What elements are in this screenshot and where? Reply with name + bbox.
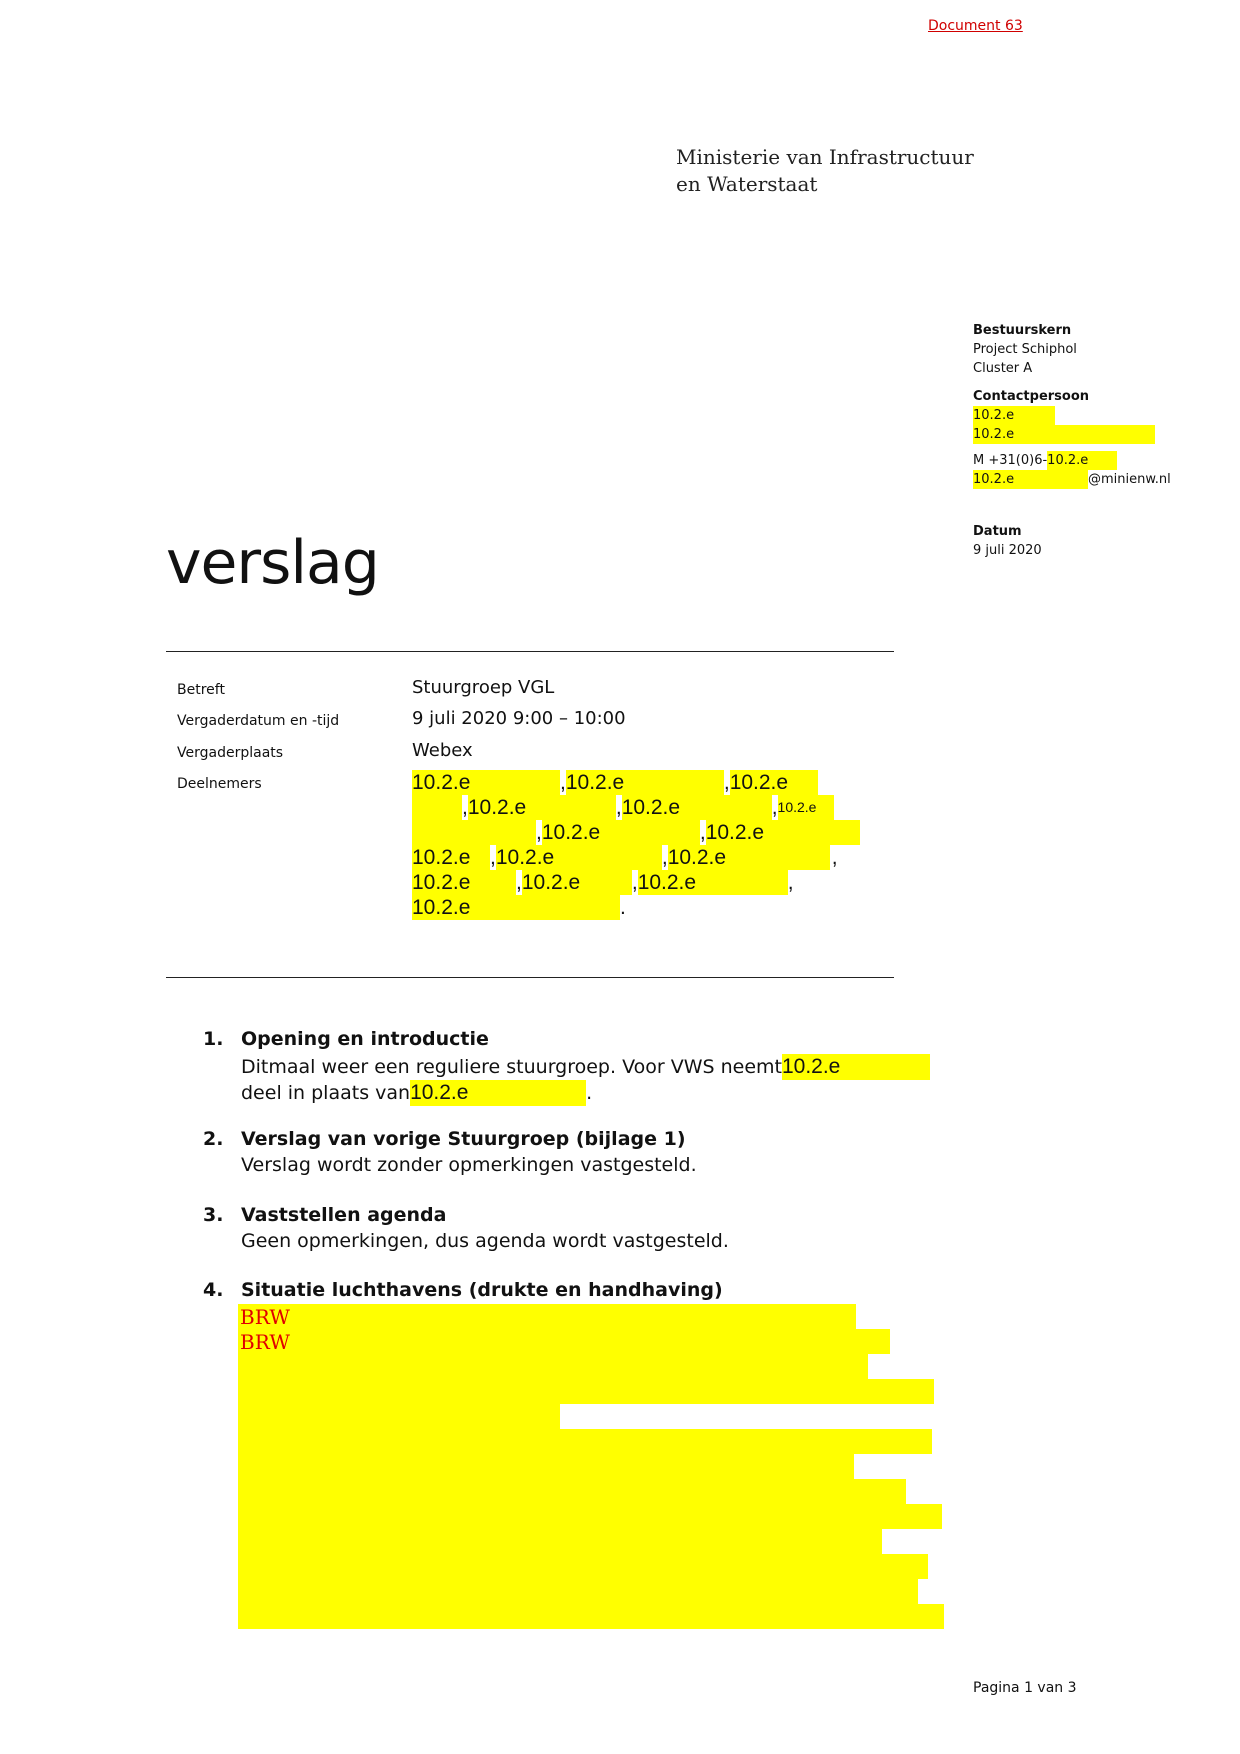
redaction-block: 10.2.e <box>412 845 490 870</box>
date-value: 9 juli 2020 <box>973 543 1042 558</box>
sidebar-date <box>973 522 1042 560</box>
redaction-block: 10.2.e <box>778 795 834 820</box>
contact-role-redacted: 10.2.e <box>973 425 1155 444</box>
redaction-block: 10.2.e <box>566 770 724 795</box>
redaction-block: 10.2.e <box>782 1054 930 1080</box>
redaction-block: 10.2.e <box>412 770 560 795</box>
separator: , <box>661 846 668 869</box>
bottom-divider <box>166 977 894 978</box>
separator: , <box>631 871 638 894</box>
redaction-block: 10.2.e <box>410 1080 586 1106</box>
separator: , <box>516 871 522 894</box>
betreft-value: Stuurgroep VGL <box>412 677 555 698</box>
betreft-label: Betreft <box>177 682 225 698</box>
org-line-1: Project Schiphol <box>973 342 1077 357</box>
ministry-line-1: Ministerie van Infrastructuur <box>676 145 974 169</box>
redaction-bar <box>238 1504 942 1529</box>
ministry-logo-text <box>676 144 974 198</box>
redaction-bar <box>238 1429 932 1454</box>
redaction-block: 10.2.e <box>468 795 616 820</box>
redaction-bar <box>238 1304 856 1329</box>
redaction-bar <box>238 1404 560 1429</box>
agenda-title-2: Verslag van vorige Stuurgroep (bijlage 1) <box>241 1128 686 1150</box>
phone-prefix: M +31(0)6- <box>973 453 1048 468</box>
redaction-block: 10.2.e <box>412 895 620 920</box>
separator: , <box>831 846 838 869</box>
plaats-label: Vergaderplaats <box>177 745 284 761</box>
contact-label: Contactpersoon <box>973 389 1090 404</box>
agenda-number-4: 4. <box>203 1279 224 1301</box>
redaction-block <box>412 820 536 845</box>
redaction-bar <box>238 1354 868 1379</box>
email-domain: @minienw.nl <box>1088 472 1171 487</box>
org-label: Bestuurskern <box>973 323 1072 338</box>
contact-name-redacted: 10.2.e <box>973 406 1055 425</box>
redaction-bar <box>238 1529 882 1554</box>
phone-redacted: 10.2.e <box>1047 451 1117 470</box>
redaction-bar <box>238 1579 918 1604</box>
date-label: Datum <box>973 524 1022 539</box>
agenda-body-1-line-2: deel in plaats van 10.2.e . <box>241 1081 593 1104</box>
agenda-title-4: Situatie luchthavens (drukte en handhaving) <box>241 1279 723 1301</box>
redaction-bar <box>238 1554 928 1579</box>
deelnemers-line-4 <box>412 845 838 870</box>
separator: , <box>560 771 566 794</box>
redaction-bar <box>238 1604 944 1629</box>
agenda-body-3: Geen opmerkingen, dus agenda wordt vastgesteld. <box>241 1230 729 1252</box>
separator: , <box>536 821 542 844</box>
redaction-block: 10.2.e <box>638 870 788 895</box>
separator: , <box>462 796 468 819</box>
redaction-bar <box>238 1379 934 1404</box>
redaction-block: 10.2.e <box>496 845 662 870</box>
redaction-block: 10.2.e <box>542 820 700 845</box>
redaction-code-label: BRW <box>240 1330 290 1354</box>
redaction-block: 10.2.e <box>412 870 516 895</box>
agenda-title-3: Vaststellen agenda <box>241 1204 447 1226</box>
page-number: Pagina 1 van 3 <box>973 1680 1077 1696</box>
redaction-bar <box>238 1454 854 1479</box>
separator: , <box>615 796 622 819</box>
redaction-block <box>412 795 462 820</box>
redaction-block: 10.2.e <box>668 845 830 870</box>
separator: . <box>620 896 626 919</box>
redaction-bar <box>238 1479 906 1504</box>
org-line-2: Cluster A <box>973 361 1033 376</box>
document-reference-link[interactable]: Document 63 <box>928 18 1023 34</box>
ministry-line-2: en Waterstaat <box>676 172 818 196</box>
datum-value: 9 juli 2020 9:00 – 10:00 <box>412 708 626 729</box>
email-redacted: 10.2.e <box>973 470 1088 489</box>
deelnemers-line-1 <box>412 770 818 795</box>
datum-label: Vergaderdatum en -tijd <box>177 713 340 729</box>
deelnemers-label: Deelnemers <box>177 776 262 792</box>
redaction-block: 10.2.e <box>522 870 632 895</box>
separator: , <box>787 871 794 894</box>
agenda-number-2: 2. <box>203 1128 224 1150</box>
separator: , <box>490 846 496 869</box>
agenda-number-3: 3. <box>203 1204 224 1226</box>
deelnemers-line-3 <box>412 820 860 845</box>
top-divider <box>166 651 894 652</box>
separator: , <box>771 796 778 819</box>
deelnemers-line-6 <box>412 895 626 920</box>
agenda-number-1: 1. <box>203 1028 224 1050</box>
deelnemers-line-5 <box>412 870 794 895</box>
document-type-title: verslag <box>166 528 379 598</box>
sidebar-organisation <box>973 321 1077 378</box>
agenda-body-1-line-1: Ditmaal weer een reguliere stuurgroep. Voor VWS neemt 10.2.e <box>241 1054 930 1080</box>
redaction-bar <box>238 1329 890 1354</box>
separator: , <box>699 821 706 844</box>
plaats-value: Webex <box>412 740 473 761</box>
redaction-block: 10.2.e <box>730 770 818 795</box>
redaction-code-label: BRW <box>240 1305 290 1329</box>
agenda-title-1: Opening en introductie <box>241 1028 489 1050</box>
agenda-body-2: Verslag wordt zonder opmerkingen vastgesteld. <box>241 1154 697 1176</box>
sidebar-contact <box>973 387 1171 489</box>
separator: , <box>723 771 730 794</box>
redaction-block: 10.2.e <box>622 795 772 820</box>
deelnemers-line-2 <box>412 795 834 820</box>
redaction-block: 10.2.e <box>706 820 860 845</box>
